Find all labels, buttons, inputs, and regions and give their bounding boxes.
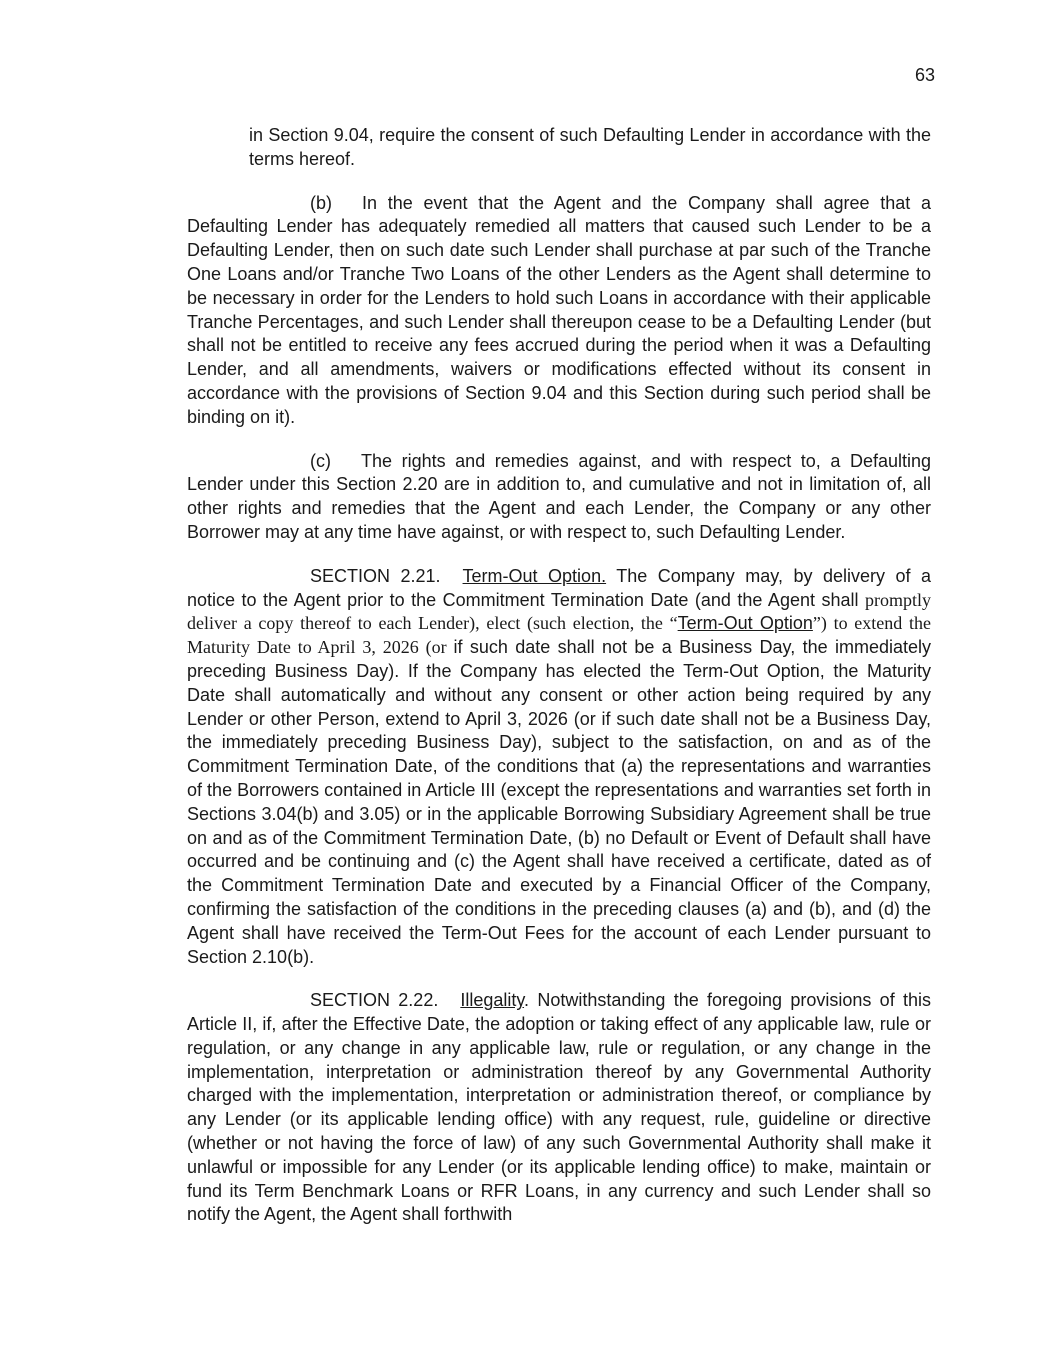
section-2-21 xyxy=(187,565,931,970)
paragraph-label: (c) xyxy=(310,450,331,471)
section-number: SECTION 2.22. xyxy=(310,990,439,1011)
paragraph-text-serif: promptly deliver a copy thereof to each Lender), elect (such election, the “ xyxy=(187,589,931,634)
section-number: SECTION 2.21. xyxy=(310,565,441,586)
paragraph-text: The Company may, by delivery of a notice to the Agent prior to the Commitment Termination Date (and the Agent shall xyxy=(187,565,932,610)
paragraph-text: In the event that the Agent and the Company shall agree that a Defaulting Lender has adequately remedied all matters that caused such Lender to be a Defaulting Lender, then on such date such Lender shall purchase at par such of the Tranche One Loans and/or Tranche Two Loans of the other Lenders as the Agent shall determine to be necessary in order for the Lenders to hold such Loans in accordance with their applicable Tranche Percentages, and such Lender shall thereupon cease to be a Defaulting Lender (but shall not be entitled to receive any fees accrued during the period when it was a Defaulting Lender, and all amendments, waivers or modifications effected without its consent in accordance with the provisions of Section 9.04 and this Section during such period shall be binding on it). xyxy=(187,192,931,427)
paragraph-text: The rights and remedies against, and with respect to, a Defaulting Lender under this Section 2.20 are in addition to, and cumulative and not in limitation of, all other rights and remedies that the Agent and each Lender, the Company or any other Borrower may at any time have against, or with respect to, such Defaulting Lender. xyxy=(187,450,931,542)
paragraph-text: . Notwithstanding the foregoing provisions of this Article II, if, after the Effective Date, the adoption or taking effect of any applicable law, rule or regulation, or any change in any applicable law, rule or regulation, or any change in the implementation, interpretation or administration thereof by any Governmental Authority charged with the implementation, interpretation or administration thereof, or compliance by any Lender (or its applicable lending office) with any request, rule, guideline or directive (whether or not having the force of law) of any such Governmental Authority shall make it unlawful or impossible for any Lender (or its applicable lending office) to make, maintain or fund its Term Benchmark Loans or RFR Loans, in any currency and such Lender shall so notify the Agent, the Agent shall forthwith xyxy=(187,990,931,1225)
paragraph-text-serif: ”) to extend the Maturity Date to April 3, 2026 (or xyxy=(187,613,931,658)
paragraph-c xyxy=(187,450,931,545)
document-body xyxy=(187,124,931,1247)
paragraph-continuation xyxy=(249,124,931,172)
paragraph-text: in Section 9.04, require the consent of such Defaulting Lender in accordance with the terms hereof. xyxy=(249,125,931,169)
section-heading: Illegality xyxy=(460,990,525,1011)
paragraph-text: if such date shall not be a Business Day, the immediately preceding Business Day). If the Company has elected the Term-Out Option, the Maturity Date shall automatically and without any consent or other action being required by any Lender or other Person, extend to April 3, 2026 (or if such date shall not be a Business Day, the immediately preceding Business Day), subject to the satisfaction, on and as of the Commitment Termination Date, of the conditions that (a) the representations and warranties of the Borrowers contained in Article III (except the representations and warranties set forth in Sections 3.04(b) and 3.05) or in the applicable Borrowing Subsidiary Agreement shall be true on and as of the Commitment Termination Date, (b) no Default or Event of Default shall have occurred and be continuing and (c) the Agent shall have received a certificate, dated as of the Commitment Termination Date and executed by a Financial Officer of the Company, confirming the satisfaction of the conditions in the preceding clauses (a) and (b), and (d) the Agent shall have received the Term-Out Fees for the account of each Lender pursuant to Section 2.10(b). xyxy=(187,637,931,967)
paragraph-b xyxy=(187,192,931,430)
section-2-22 xyxy=(187,989,931,1227)
page-number: 63 xyxy=(914,65,935,85)
defined-term: Term-Out Option xyxy=(677,613,813,634)
paragraph-label: (b) xyxy=(310,192,332,213)
section-heading: Term-Out Option. xyxy=(462,565,607,586)
